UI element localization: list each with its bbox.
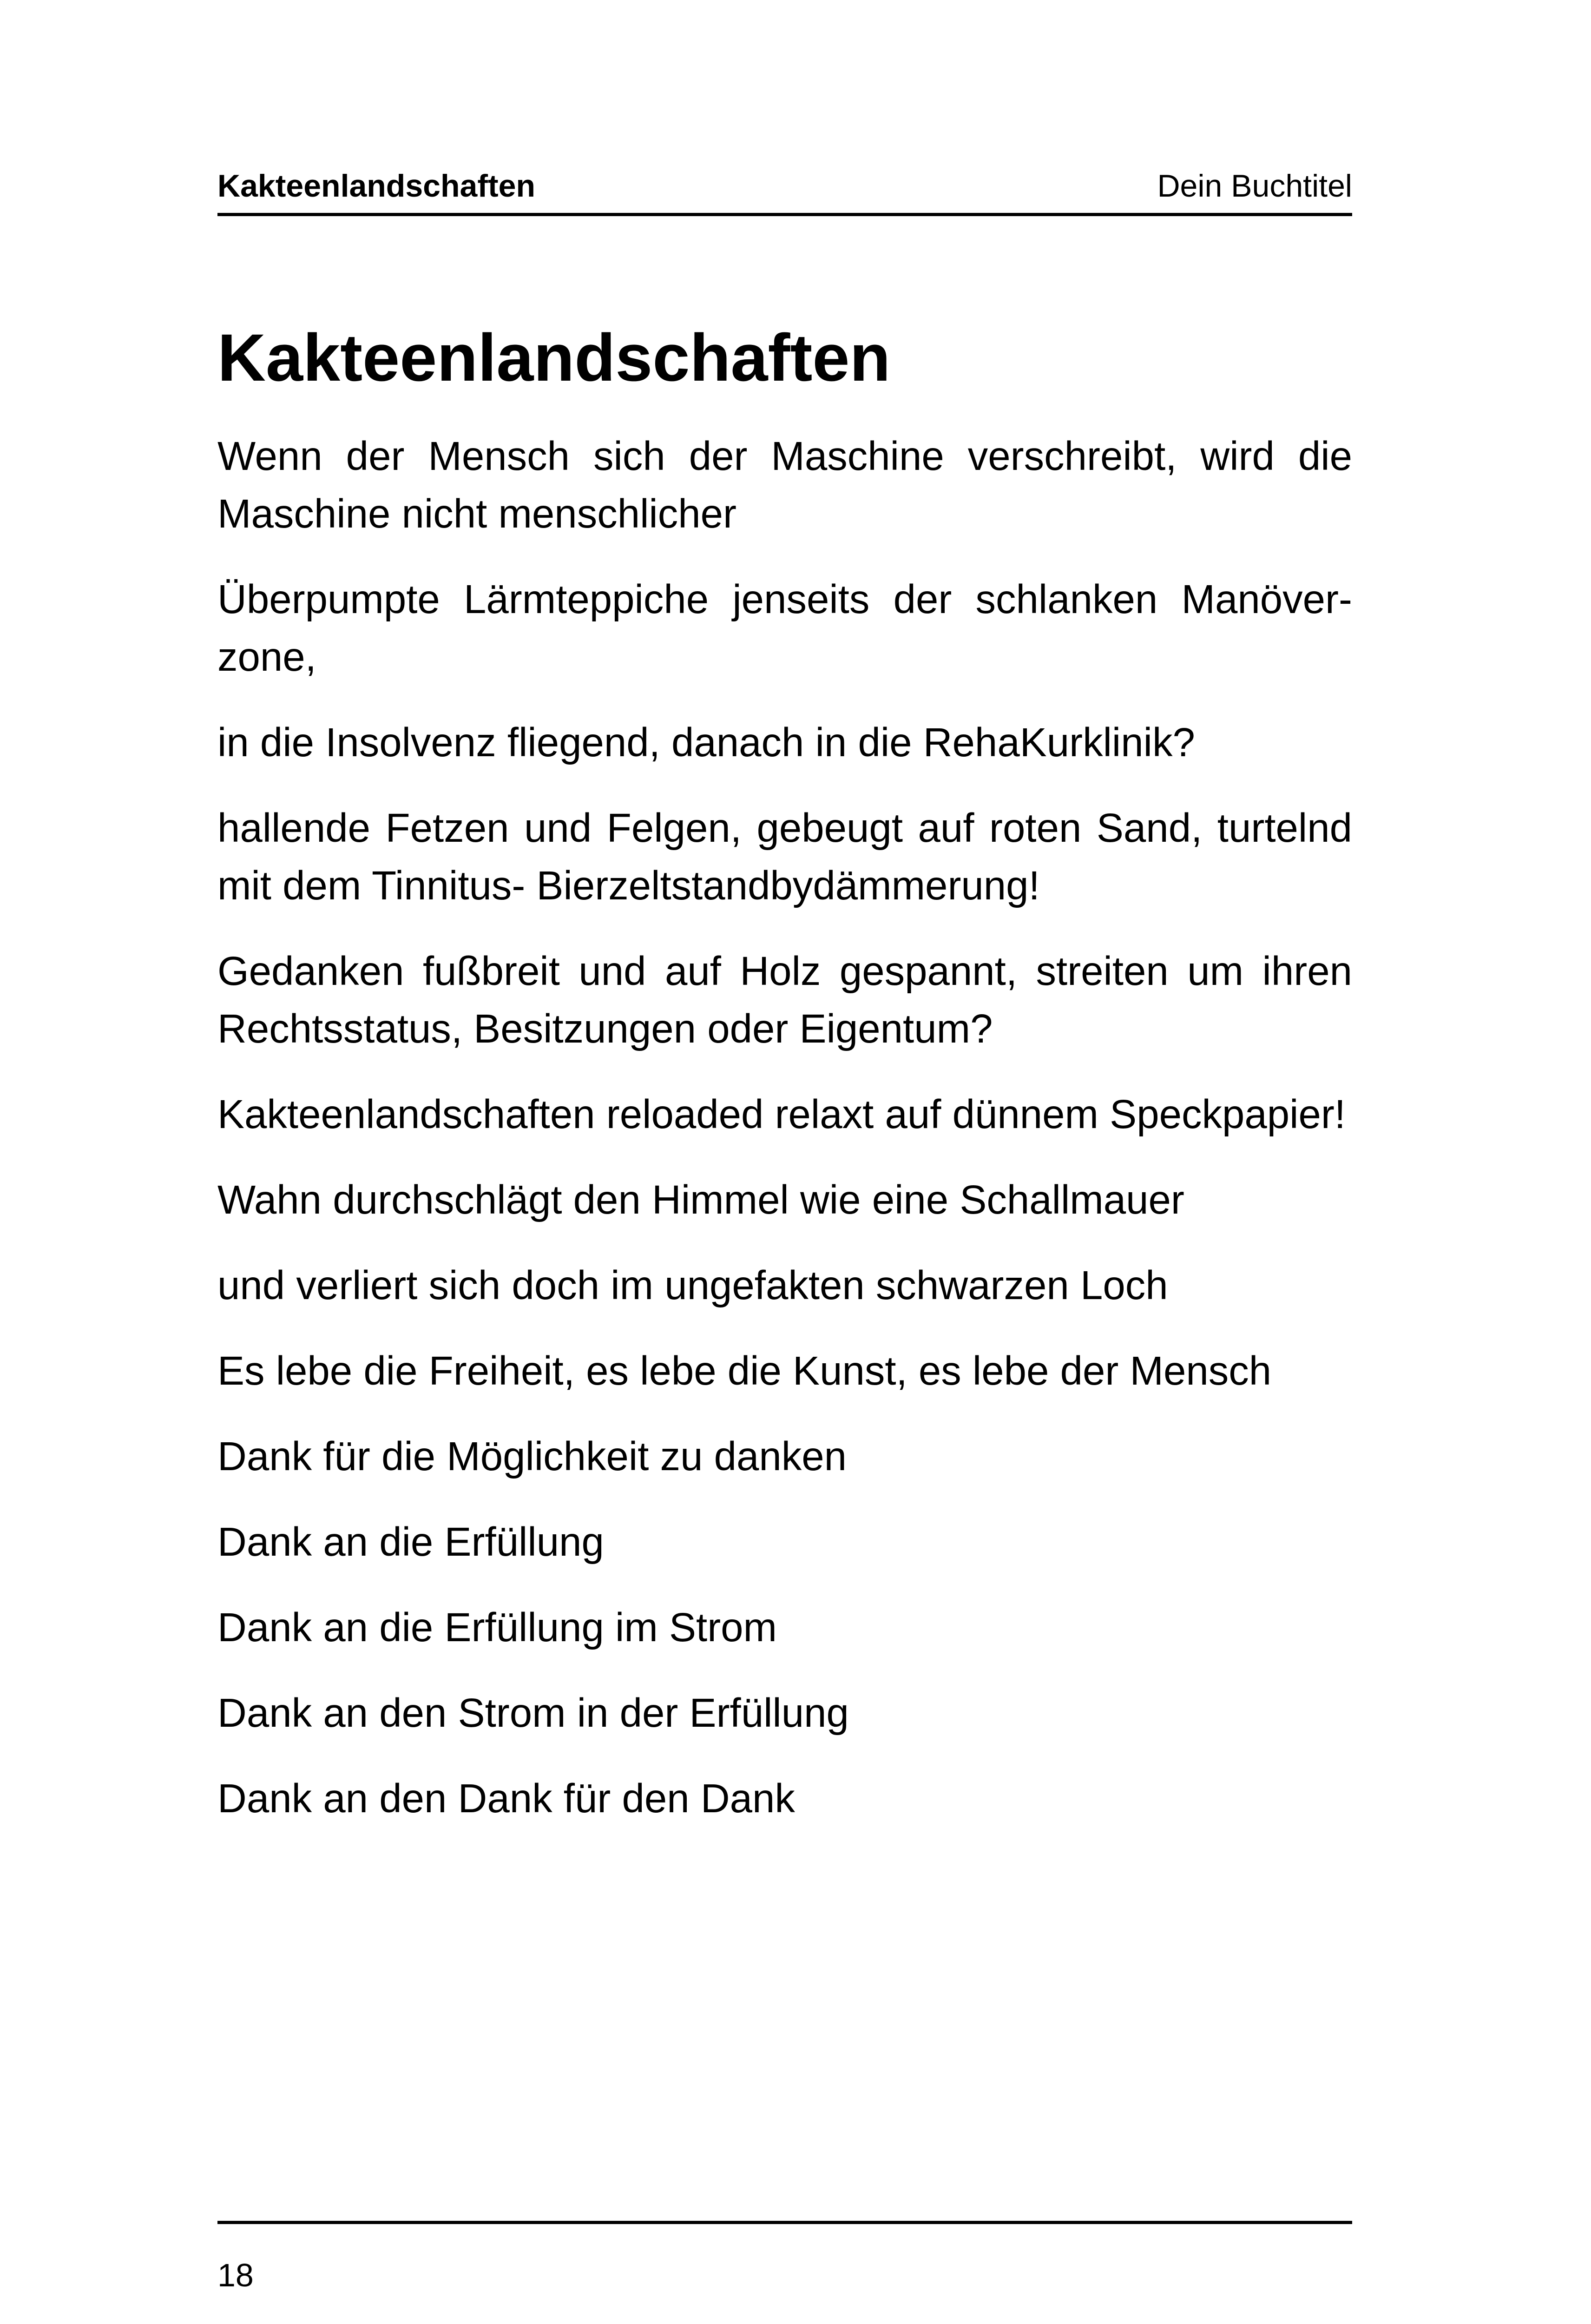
header-book-title: Dein Buchtitel [1157,168,1352,204]
poem-paragraph: Dank an den Strom in der Erfüllung [217,1690,849,1736]
poem-paragraph: Dank für die Möglichkeit zu danken [217,1434,847,1479]
poem-body [217,428,1352,1855]
poem-paragraph: Wenn der Mensch sich der Maschine verschreibt, wird die Maschine nicht menschlicher [217,434,1352,536]
poem-paragraph: und verliert sich doch im ungefakten schwarzen Loch [217,1263,1168,1308]
page-number: 18 [217,2257,254,2293]
running-header [217,160,1352,211]
poem-paragraph: Dank an die Erfüllung im Strom [217,1605,777,1650]
poem-paragraph: in die Insolvenz fliegend, danach in die RehaKurklinik? [217,720,1195,765]
poem-paragraph: Gedanken fußbreit und auf Holz gespannt, streiten um ihren Rechtsstatus, Besitzungen oder Eigentum? [217,949,1352,1051]
poem-paragraph: Dank an den Dank für den Dank [217,1776,795,1821]
poem-paragraph: Dank an die Erfüllung [217,1519,604,1565]
header-divider [217,213,1352,216]
chapter-title: Kakteenlandschaften [217,320,891,395]
poem-paragraph: Kakteenlandschaften reloaded relaxt auf dünnem Speckpapier! [217,1092,1346,1137]
poem-paragraph: Überpumpte Lärmteppiche jenseits der schlanken Manöverzone, [217,577,1352,680]
poem-paragraph: Wahn durchschlägt den Himmel wie eine Schallmauer [217,1177,1184,1222]
poem-paragraph: hallende Fetzen und Felgen, gebeugt auf roten Sand, turtelnd mit dem Tinnitus- Bierzeltstandbydämmerung! [217,805,1352,908]
footer-divider [217,2221,1352,2224]
poem-paragraph: Es lebe die Freiheit, es lebe die Kunst, es lebe der Mensch [217,1348,1272,1393]
header-chapter-title: Kakteenlandschaften [217,168,535,204]
